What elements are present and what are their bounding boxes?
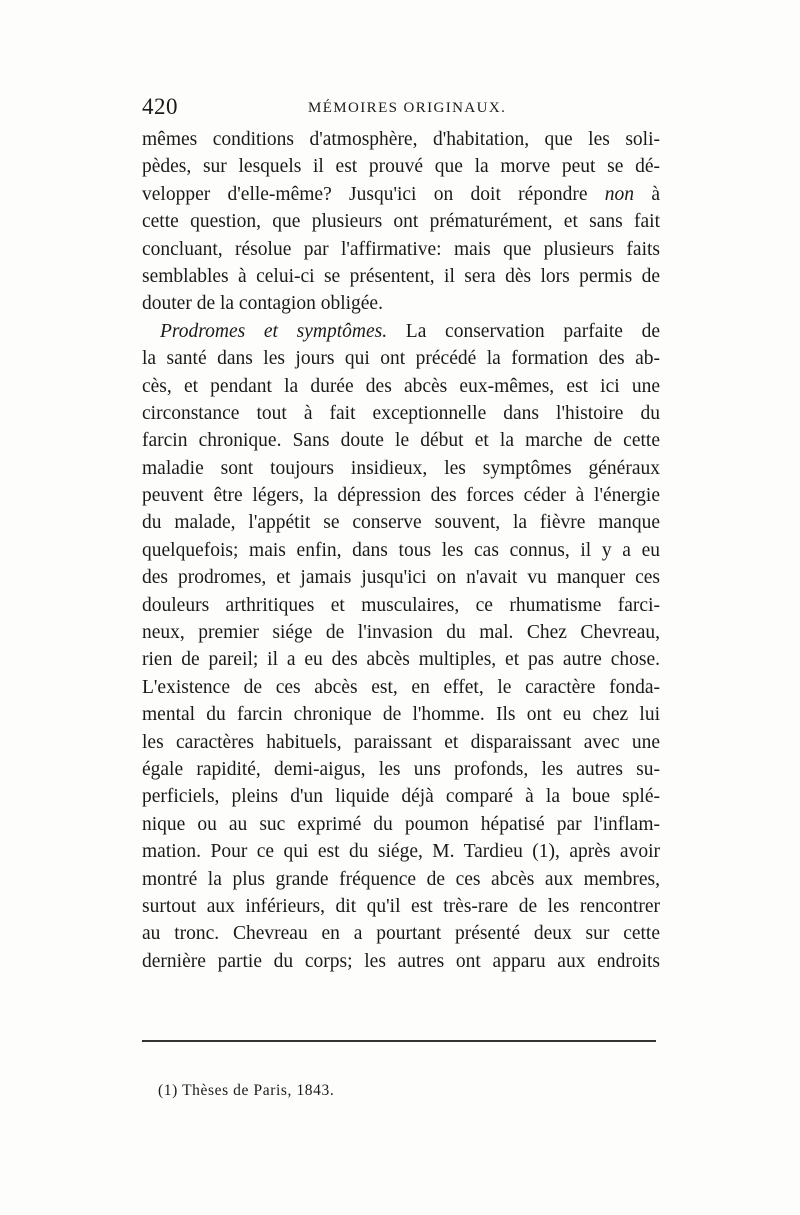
text-line: peuvent être légers, la dépression des forces céder à l'énergie — [142, 485, 660, 507]
text-fragment: à — [634, 183, 661, 205]
text-line: pèdes, sur lesquels il est prouvé que la morve peut se dé- — [142, 156, 660, 178]
text-line: cès, et pendant la durée des abcès eux-mêmes, est ici une — [142, 375, 660, 397]
text-line: des prodromes, et jamais jusqu'ici on n'avait vu manquer ces — [142, 567, 660, 589]
text-line: mental du farcin chronique de l'homme. Ils ont eu chez lui — [142, 704, 660, 726]
text-line: mêmes conditions d'atmosphère, d'habitation, que les soli- — [142, 129, 660, 150]
text-line: semblables à celui-ci se présentent, il sera dès lors permis de — [142, 265, 660, 287]
text-line: neux, premier siége de l'invasion du mal. Chez Chevreau, — [142, 622, 660, 644]
text-line: rien de pareil; il a eu des abcès multiples, et pas autre chose. — [142, 649, 660, 671]
text-line: dernière partie du corps; les autres ont apparu aux endroits — [142, 950, 660, 972]
text-line: quelquefois; mais enfin, dans tous les cas connus, il y a eu — [142, 539, 660, 561]
text-line: farcin chronique. Sans doute le début et la marche de cette — [142, 430, 660, 452]
text-line: douleurs arthritiques et musculaires, ce rhumatisme farci- — [142, 594, 660, 616]
text-line: égale rapidité, demi-aigus, les uns profonds, les autres su- — [142, 758, 660, 780]
section-heading: Prodromes et symptômes. — [160, 320, 388, 342]
text-line: du malade, l'appétit se conserve souvent, la fièvre manque — [142, 512, 660, 534]
text-line — [142, 181, 660, 208]
footnote-divider — [142, 1040, 656, 1042]
italic-word: non — [604, 183, 635, 205]
running-title: MÉMOIRES ORIGINAUX. — [308, 100, 507, 116]
page-number: 420 — [142, 94, 178, 119]
body-text — [142, 126, 660, 975]
text-fragment: La conservation parfaite de — [387, 320, 660, 342]
text-line: concluant, résolue par l'affirmative: mais que plusieurs faits — [142, 238, 660, 260]
text-line: maladie sont toujours insidieux, les symptômes généraux — [142, 457, 660, 479]
text-line: surtout aux inférieurs, dit qu'il est très-rare de les rencontrer — [142, 895, 660, 917]
footnote: (1) Thèses de Paris, 1843. — [158, 1082, 335, 1099]
text-line: au tronc. Chevreau en a pourtant présenté deux sur cette — [142, 923, 660, 945]
text-line: mation. Pour ce qui est du siége, M. Tardieu (1), après avoir — [142, 841, 660, 863]
section-heading-line — [142, 318, 660, 345]
text-line: la santé dans les jours qui ont précédé la formation des ab- — [142, 348, 660, 370]
text-line: L'existence de ces abcès est, en effet, le caractère fonda- — [142, 676, 660, 698]
page-header — [142, 94, 660, 124]
text-line: circonstance tout à fait exceptionnelle dans l'histoire du — [142, 402, 660, 424]
text-line: montré la plus grande fréquence de ces abcès aux membres, — [142, 868, 660, 890]
text-line: douter de la contagion obligée. — [142, 293, 383, 315]
text-line: perficiels, pleins d'un liquide déjà comparé à la boue splé- — [142, 786, 660, 808]
text-line: les caractères habituels, paraissant et disparaissant avec une — [142, 731, 660, 753]
text-line: nique ou au suc exprimé du poumon hépatisé par l'inflam- — [142, 813, 660, 835]
text-line: cette question, que plusieurs ont prématurément, et sans fait — [142, 211, 660, 233]
text-fragment: velopper d'elle-même? Jusqu'ici on doit répondre — [142, 183, 605, 205]
